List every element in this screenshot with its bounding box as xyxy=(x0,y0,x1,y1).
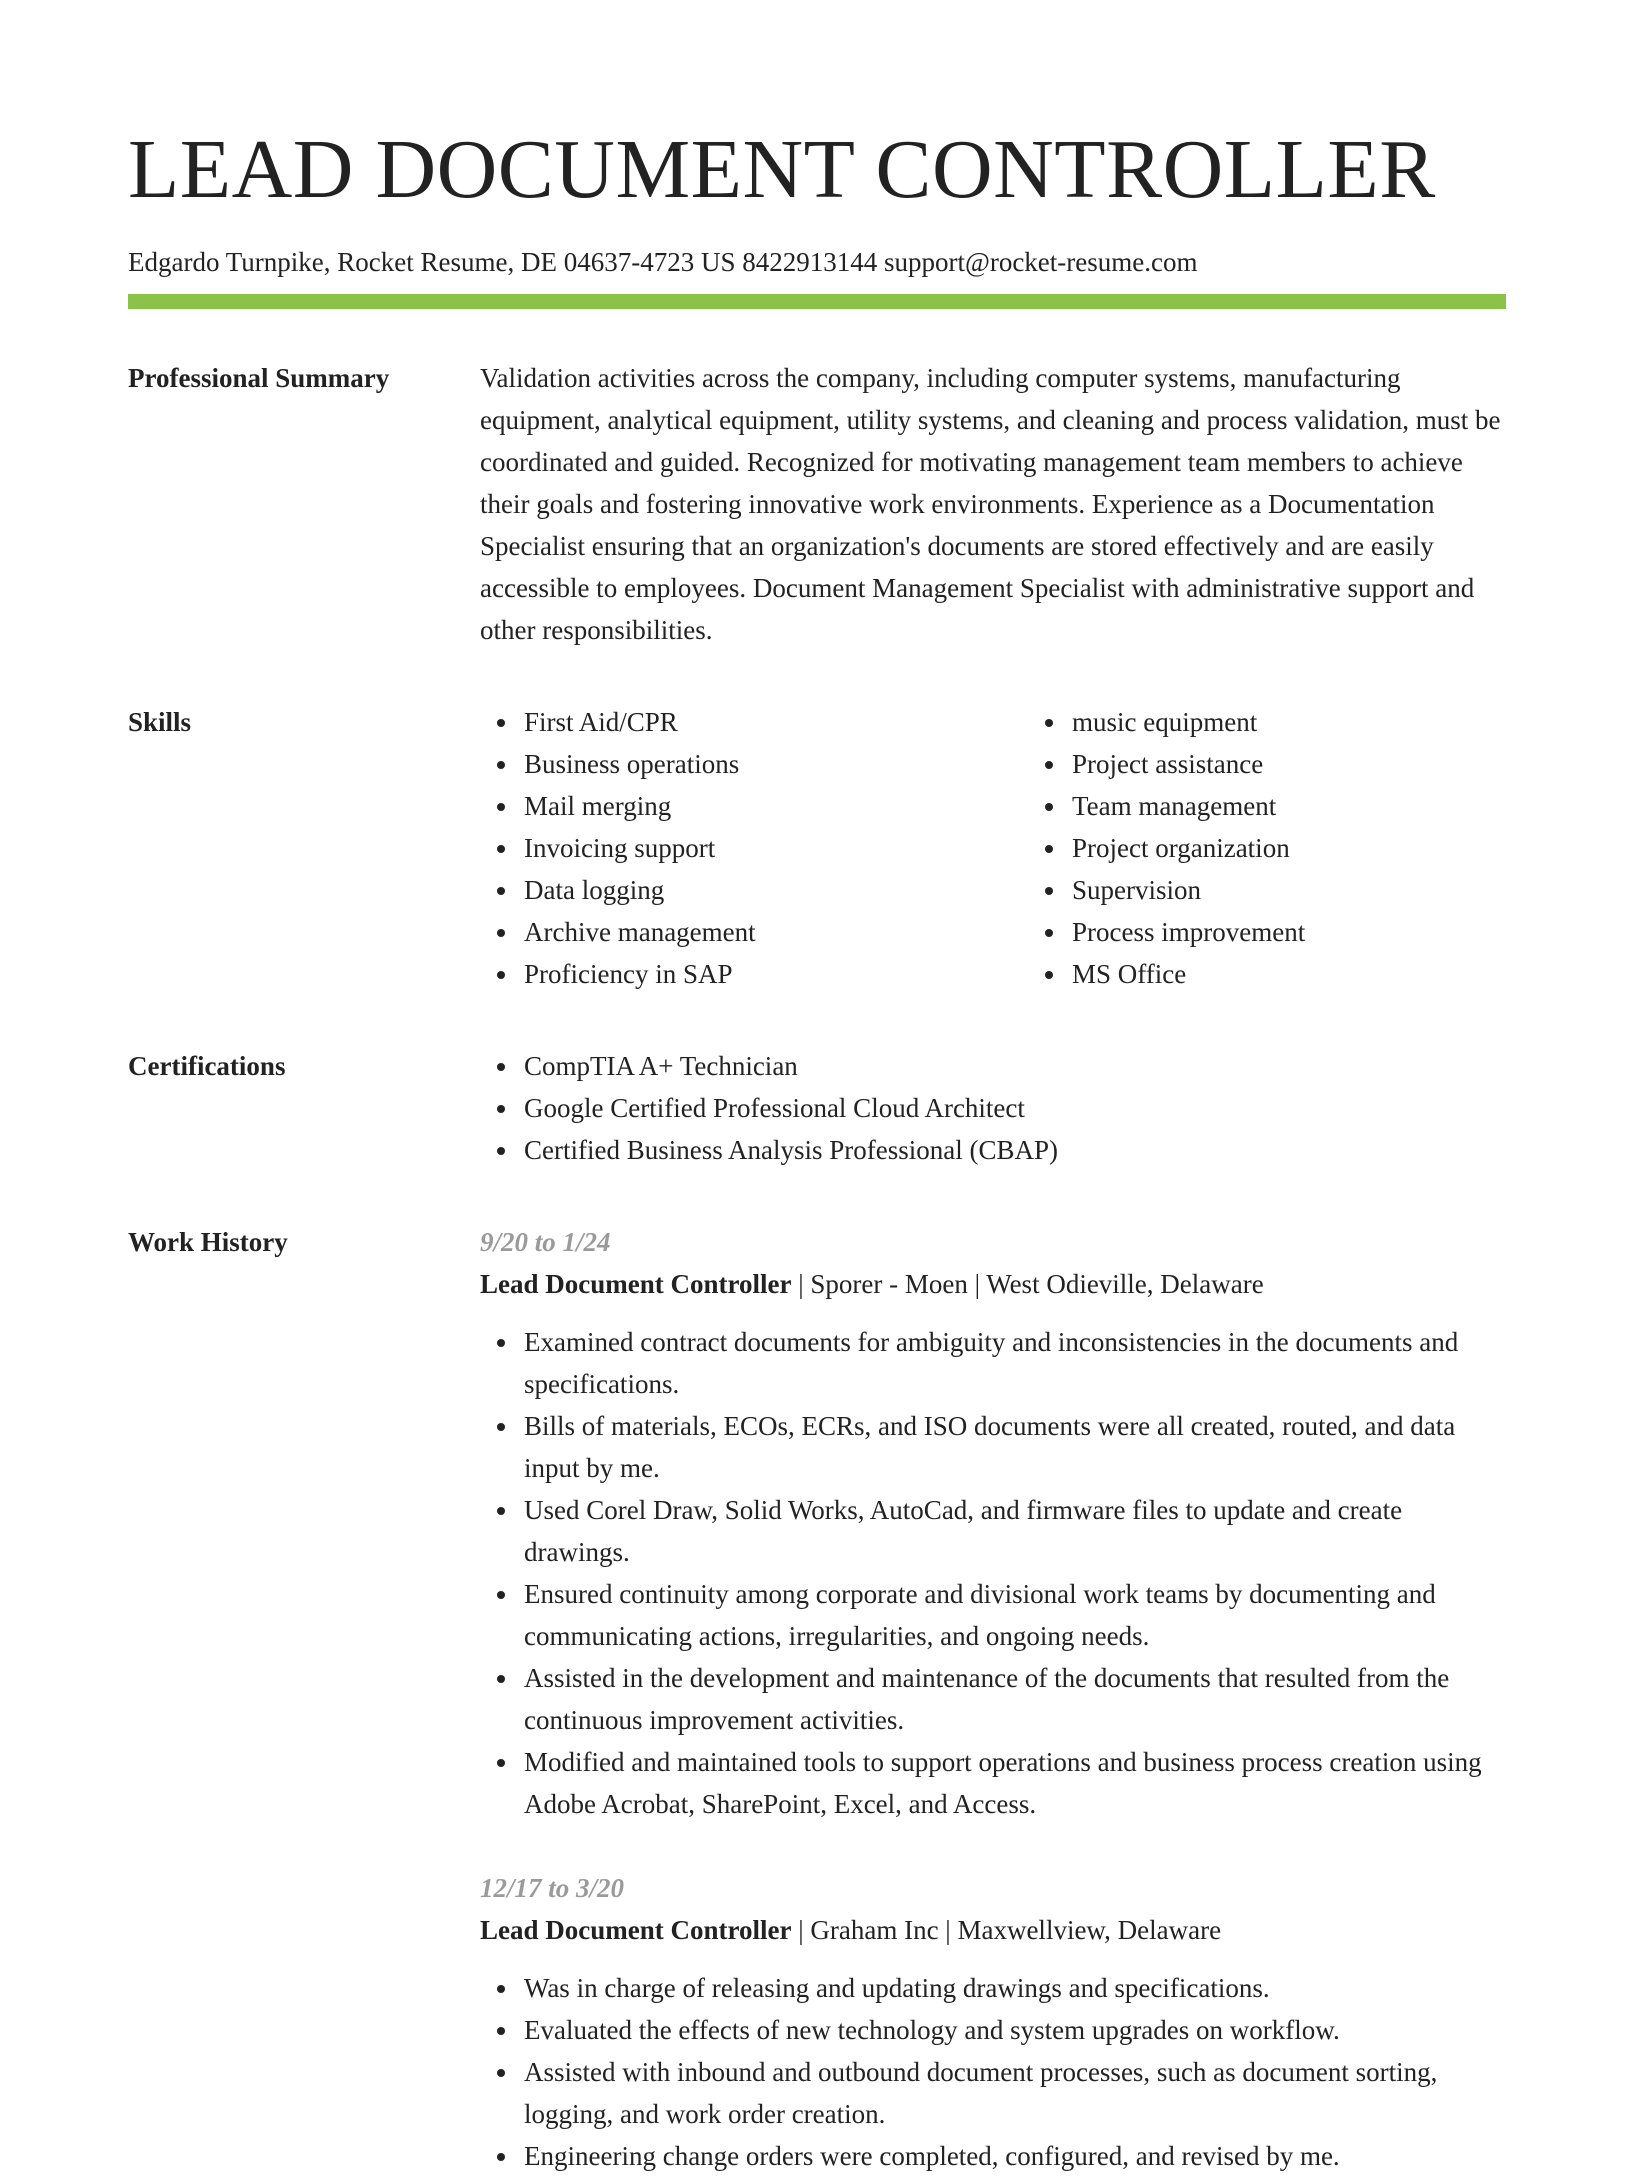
summary-heading: Professional Summary xyxy=(128,363,390,393)
skill-item: First Aid/CPR xyxy=(524,701,1028,743)
certification-item: Certified Business Analysis Professional (CBAP) xyxy=(524,1129,1506,1171)
resume-title: LEAD DOCUMENT CONTROLLER xyxy=(128,123,1436,216)
resume-page xyxy=(128,120,1506,2177)
skill-item: Mail merging xyxy=(524,785,1028,827)
skill-item: Proficiency in SAP xyxy=(524,953,1028,995)
certifications-list xyxy=(480,1045,1506,1171)
job-bullet: Bills of materials, ECOs, ECRs, and ISO documents were all created, routed, and data input by me. xyxy=(524,1405,1506,1489)
skill-item: Team management xyxy=(1072,785,1305,827)
job-bullet: Assisted in the development and maintenance of the documents that resulted from the continuous improvement activities. xyxy=(524,1657,1506,1741)
skills-heading: Skills xyxy=(128,707,192,737)
job-bullet: Was in charge of releasing and updating drawings and specifications. xyxy=(524,1967,1506,2009)
skill-item: Supervision xyxy=(1072,869,1305,911)
job-title-line xyxy=(480,1909,1506,1951)
job-employer-location: | Sporer - Moen | West Odieville, Delaware xyxy=(798,1269,1264,1299)
job-responsibilities xyxy=(480,1967,1506,2177)
certification-item: CompTIA A+ Technician xyxy=(524,1045,1506,1087)
skill-item: MS Office xyxy=(1072,953,1305,995)
skill-item: music equipment xyxy=(1072,701,1305,743)
skill-item: Project assistance xyxy=(1072,743,1305,785)
job-bullet: Ensured continuity among corporate and divisional work teams by documenting and communicating actions, irregularities, and ongoing needs. xyxy=(524,1573,1506,1657)
skill-item: Business operations xyxy=(524,743,1028,785)
job-dates: 9/20 to 1/24 xyxy=(480,1227,611,1257)
contact-line xyxy=(128,244,1506,280)
summary-text: Validation activities across the company, including computer systems, manufacturing equipment, analytical equipment, utility systems, and cleaning and process validation, must be coordinated and guided. Recognized for motivating management team members to achieve their goals and fostering innovative work environments. Experience as a Documentation Specialist ensuring that an organization's documents are stored effectively and are easily accessible to employees. Document Management Specialist with administrative support and other responsibilities. xyxy=(480,363,1501,645)
certification-item: Google Certified Professional Cloud Architect xyxy=(524,1087,1506,1129)
contact-address: Edgardo Turnpike, Rocket Resume, DE 04637-4723 US xyxy=(128,247,736,277)
job-role: Lead Document Controller xyxy=(480,1915,792,1945)
summary-section xyxy=(128,357,1506,651)
contact-email: support@rocket-resume.com xyxy=(883,247,1198,277)
job-entry xyxy=(480,1867,1506,2177)
skills-list-right xyxy=(1028,701,1305,995)
job-employer-location: | Graham Inc | Maxwellview, Delaware xyxy=(798,1915,1222,1945)
skill-item: Data logging xyxy=(524,869,1028,911)
job-bullet: Used Corel Draw, Solid Works, AutoCad, and firmware files to update and create drawings. xyxy=(524,1489,1506,1573)
certifications-section xyxy=(128,1045,1506,1171)
job-responsibilities xyxy=(480,1321,1506,1825)
job-bullet: Modified and maintained tools to support operations and business process creation using Adobe Acrobat, SharePoint, Excel, and Access. xyxy=(524,1741,1506,1825)
job-bullet: Examined contract documents for ambiguity and inconsistencies in the documents and specifications. xyxy=(524,1321,1506,1405)
job-entry xyxy=(480,1221,1506,1825)
skill-item: Archive management xyxy=(524,911,1028,953)
job-bullet: Assisted with inbound and outbound document processes, such as document sorting, logging, and work order creation. xyxy=(524,2051,1506,2135)
work-history-section xyxy=(128,1221,1506,2177)
certifications-heading: Certifications xyxy=(128,1051,286,1081)
skills-list-left xyxy=(480,701,1028,995)
job-dates: 12/17 to 3/20 xyxy=(480,1873,625,1903)
skill-item: Process improvement xyxy=(1072,911,1305,953)
work-history-heading: Work History xyxy=(128,1227,288,1257)
header-divider xyxy=(128,294,1506,309)
skill-item: Invoicing support xyxy=(524,827,1028,869)
contact-phone: 8422913144 xyxy=(742,247,878,277)
skills-section xyxy=(128,701,1506,995)
job-bullet: Engineering change orders were completed, configured, and revised by me. xyxy=(524,2135,1506,2177)
job-title-line xyxy=(480,1263,1506,1305)
skill-item: Project organization xyxy=(1072,827,1305,869)
job-role: Lead Document Controller xyxy=(480,1269,792,1299)
job-bullet: Evaluated the effects of new technology and system upgrades on workflow. xyxy=(524,2009,1506,2051)
